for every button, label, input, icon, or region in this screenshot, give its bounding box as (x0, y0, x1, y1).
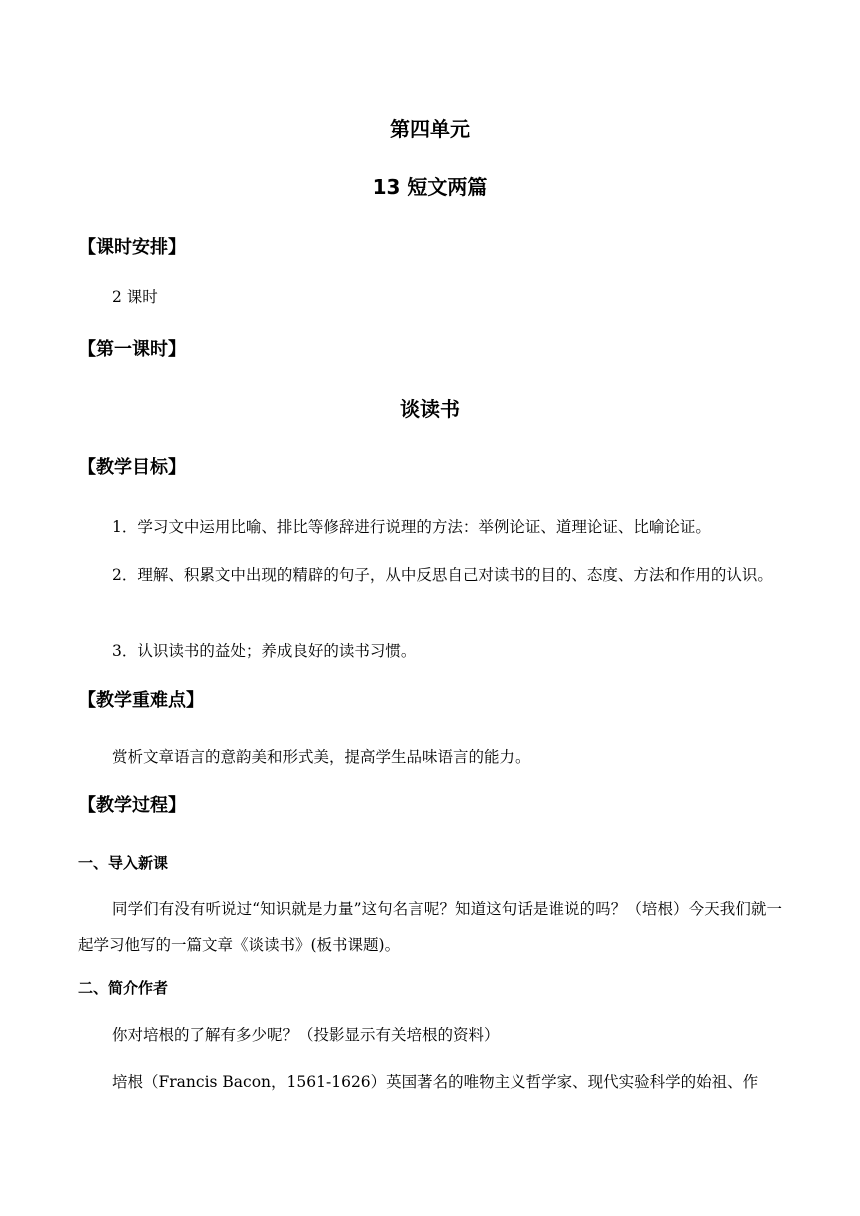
lesson-title: 13 短文两篇 (372, 175, 488, 199)
section-heading-author: 二、简介作者 (78, 979, 169, 997)
schedule-heading: 【课时安排】 (78, 237, 186, 258)
section-text-author: 培根（Francis Bacon，1561-1626）英国著名的唯物主义哲学家、现代实验科学的始祖、作 (112, 1073, 759, 1091)
section-text-intro: 同学们有没有听说过“知识就是力量”这句名言呢？知道这句话是谁说的吗？（培根）今天我们就一起学习他写的一篇文章《谈读书》(板书课题)。 (78, 900, 782, 954)
process-heading: 【教学过程】 (78, 795, 186, 816)
objective-item: 2．理解、积累文中出现的精辟的句子，从中反思自己对读书的目的、态度、方法和作用的认识。 (112, 566, 773, 584)
schedule-text: 2 课时 (112, 288, 158, 306)
objective-item: 1．学习文中运用比喻、排比等修辞进行说理的方法：举例论证、道理论证、比喻论证。 (112, 518, 711, 536)
first-period-heading: 【第一课时】 (78, 339, 186, 360)
section-text-author: 你对培根的了解有多少呢？（投影显示有关培根的资料） (112, 1026, 500, 1044)
text-title: 谈读书 (400, 397, 460, 421)
section-heading-intro: 一、导入新课 (78, 854, 169, 872)
objectives-heading: 【教学目标】 (78, 457, 186, 478)
key-points-heading: 【教学重难点】 (78, 690, 204, 711)
key-points-text: 赏析文章语言的意韵美和形式美，提高学生品味语言的能力。 (112, 748, 531, 766)
objective-item: 3．认识读书的益处；养成良好的读书习惯。 (112, 642, 417, 660)
unit-title: 第四单元 (390, 117, 470, 141)
